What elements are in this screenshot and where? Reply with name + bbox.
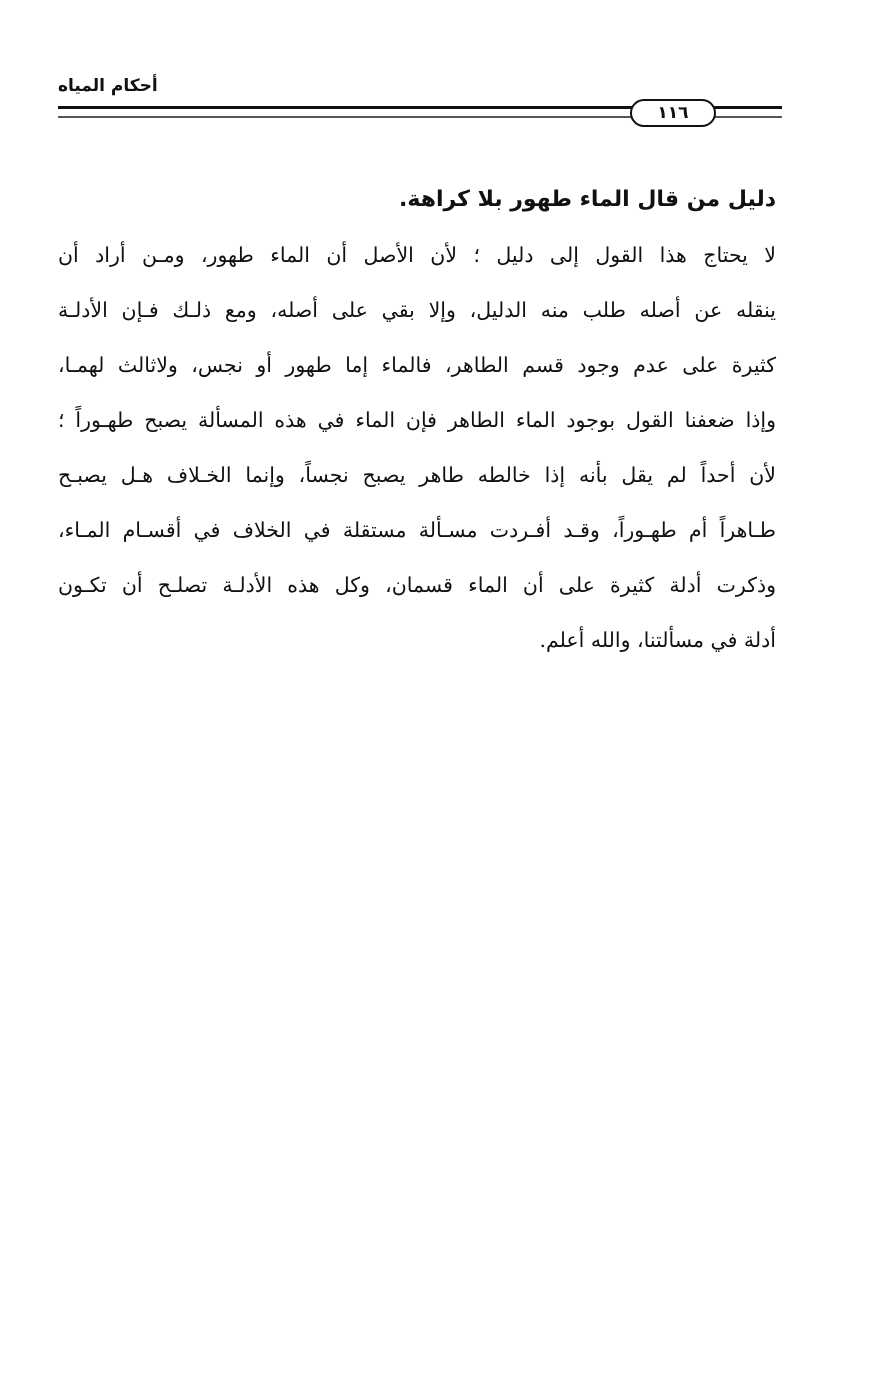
paragraph-line: وإذا ضعفنا القول بوجود الماء الطاهر فإن الماء في هذه المسألة يصبح طهـوراً ؛ bbox=[58, 408, 776, 432]
paragraph-line: لا يحتاج هذا القول إلى دليل ؛ لأن الأصل أن الماء طهور، ومـن أراد أن bbox=[58, 243, 776, 267]
section-heading: دليل من قال الماء طهور بلا كراهة. bbox=[399, 187, 776, 212]
paragraph-line: طـاهراً أم طهـوراً، وقـد أفـردت مسـألة مستقلة في الخلاف في أقسـام المـاء، bbox=[58, 518, 776, 542]
paragraph-line: أدلة في مسألتنا، والله أعلم. bbox=[539, 628, 776, 652]
paragraph-line: ينقله عن أصله طلب منه الدليل، وإلا بقي على أصله، ومع ذلـك فـإن الأدلـة bbox=[58, 298, 776, 322]
paragraph-line: كثيرة على عدم وجود قسم الطاهر، فالماء إما طهور أو نجس، ولاثالث لهمـا، bbox=[58, 353, 776, 377]
page-number: ١١٦ bbox=[630, 99, 716, 127]
running-header-title: أحكام المياه bbox=[58, 76, 158, 96]
paragraph-line: وذكرت أدلة كثيرة على أن الماء قسمان، وكل هذه الأدلـة تصلـح أن تكـون bbox=[58, 573, 776, 597]
page-content bbox=[58, 180, 776, 668]
paragraph-line: لأن أحداً لم يقل بأنه إذا خالطه طاهر يصبح نجساً، وإنما الخـلاف هـل يصبـح bbox=[58, 463, 776, 487]
